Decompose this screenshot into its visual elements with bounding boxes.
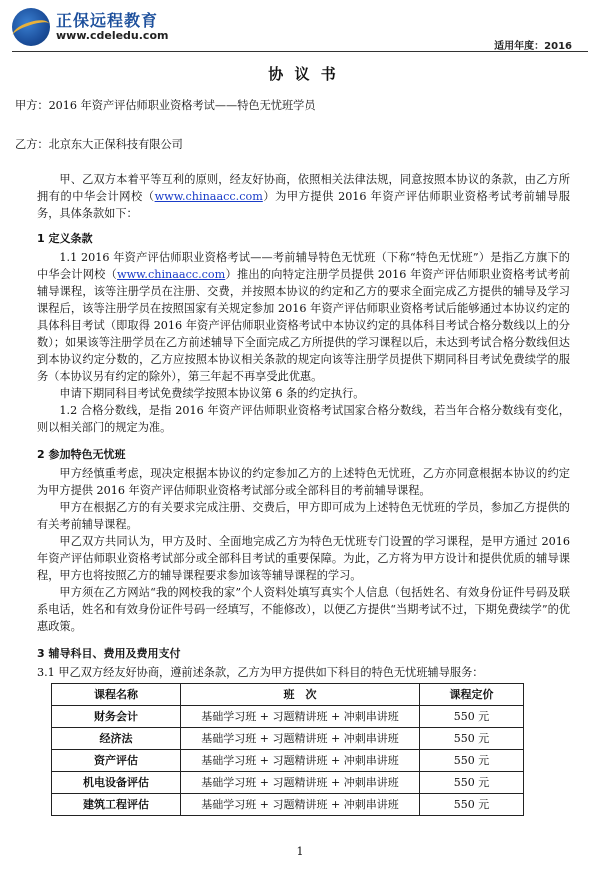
section-2-para-2: 甲方在根据乙方的有关要求完成注册、交费后，甲方即可成为上述特色无忧班的学员，参加乙方提供的有关考前辅导课程。 [37, 501, 570, 531]
course-price: 550 元 [420, 772, 524, 794]
section-2-para-4: 甲方须在乙方网站“我的网校我的家”个人资料处填写真实个人信息（包括姓名、有效身份证件号码及联系电话，姓名和有效身份证件号码一经填写，不能修改），以便乙方提供“当期考试不过，下期免费续学”的优惠政策。 [37, 586, 570, 633]
course-class: 基础学习班 + 习题精讲班 + 冲刺串讲班 [181, 728, 420, 750]
course-class: 基础学习班 + 习题精讲班 + 冲刺串讲班 [181, 750, 420, 772]
document-body [15, 65, 570, 816]
course-price: 550 元 [420, 794, 524, 816]
course-table [51, 683, 524, 816]
party-b: 乙方：北京东大正保科技有限公司 [15, 138, 183, 151]
course-class: 基础学习班 + 习题精讲班 + 冲刺串讲班 [181, 706, 420, 728]
clause-3-1: 3.1 甲乙双方经友好协商，遵前述条款，乙方为甲方提供如下科目的特色无忧班辅导服务： [37, 666, 484, 679]
year-label: 适用年度：2016 [494, 41, 572, 52]
clause-1-1: 1.1 2016 年资产评估师职业资格考试——考前辅导特色无忧班（下称“特色无忧班”）是指乙方旗下的中华会计网校（www.chinaacc.com）推出的向特定注册学员提供 2016 年资产评估师职业资格考试考前辅导课程，该等注册学员在注册、交费，并按照本协议的约定和乙方的要求全面完成乙方提供的辅导及学习课程后，该等注册学员在按照国家有关规定参加 2016 年资产评估师职业资格考试后能够通过本协议约定的具体科目考试（即取得 2016 年资产评估师职业资格考试中本协议约定的具体科目考试合格分数线以上的分数）；如果该等注册学员在乙方前述辅导下全面完成乙方所提供的学习课程以后，未达到考试合格分数线但达到本协议约定分数的，乙方应按照本协议相关条款的规定向该等注册学员提供下期同科目考试免费续学的服务（本协议另有约定的除外），第三年起不再享受此优惠。 [37, 251, 570, 383]
table-header-row [52, 684, 524, 706]
brand-name: 正保远程教育 [56, 11, 159, 30]
course-class: 基础学习班 + 习题精讲班 + 冲刺串讲班 [181, 794, 420, 816]
table-row [52, 750, 524, 772]
section-1-title: 1 定义条款 [37, 232, 93, 245]
col-price: 课程定价 [420, 684, 524, 706]
course-name: 经济法 [52, 728, 181, 750]
section-2-para-1: 甲方经慎重考虑，现决定根据本协议的约定参加乙方的上述特色无忧班，乙方亦同意根据本协议的约定为甲方提供 2016 年资产评估师职业资格考试部分或全部科目的考前辅导课程。 [37, 467, 570, 497]
intro-paragraph: 甲、乙双方本着平等互利的原则，经友好协商，依照相关法律法规，同意按照本协议的条款，由乙方所拥有的中华会计网校（www.chinaacc.com）为甲方提供 2016 年资产评估师职业资格考试考前辅导服务，具体条款如下： [37, 173, 570, 220]
course-name: 建筑工程评估 [52, 794, 181, 816]
page-header [0, 0, 600, 52]
chinaacc-link-2[interactable]: www.chinaacc.com [117, 268, 226, 281]
clause-1-1-note: 申请下期同科目考试免费续学按照本协议第 6 条的约定执行。 [59, 387, 365, 400]
section-3-title: 3 辅导科目、费用及费用支付 [37, 647, 181, 660]
course-price: 550 元 [420, 728, 524, 750]
col-class: 班 次 [181, 684, 420, 706]
table-row [52, 772, 524, 794]
clause-1-2: 1.2 合格分数线，是指 2016 年资产评估师职业资格考试国家合格分数线，若当年合格分数线有变化，则以相关部门的规定为准。 [37, 404, 570, 434]
header-divider [12, 51, 588, 52]
course-price: 550 元 [420, 750, 524, 772]
col-course-name: 课程名称 [52, 684, 181, 706]
course-class: 基础学习班 + 习题精讲班 + 冲刺串讲班 [181, 772, 420, 794]
course-name: 财务会计 [52, 706, 181, 728]
document-title: 协 议 书 [268, 65, 339, 83]
chinaacc-link[interactable]: www.chinaacc.com [154, 190, 263, 203]
course-name: 机电设备评估 [52, 772, 181, 794]
table-row [52, 794, 524, 816]
table-row [52, 728, 524, 750]
course-name: 资产评估 [52, 750, 181, 772]
table-row [52, 706, 524, 728]
section-2-para-3: 甲乙双方共同认为，甲方及时、全面地完成乙方为特色无忧班专门设置的学习课程，是甲方通过 2016 年资产评估师职业资格考试部分或全部科目考试的重要保障。为此，乙方将为甲方设计和提供优质的辅导课程，甲方也将按照乙方的辅导课程要求参加该等辅导课程的学习。 [37, 535, 570, 582]
brand-url[interactable]: www.cdeledu.com [56, 29, 169, 42]
section-2-title: 2 参加特色无忧班 [37, 448, 126, 461]
course-price: 550 元 [420, 706, 524, 728]
party-a: 甲方：2016 年资产评估师职业资格考试——特色无忧班学员 [15, 99, 316, 112]
page-number: 1 [296, 845, 304, 858]
